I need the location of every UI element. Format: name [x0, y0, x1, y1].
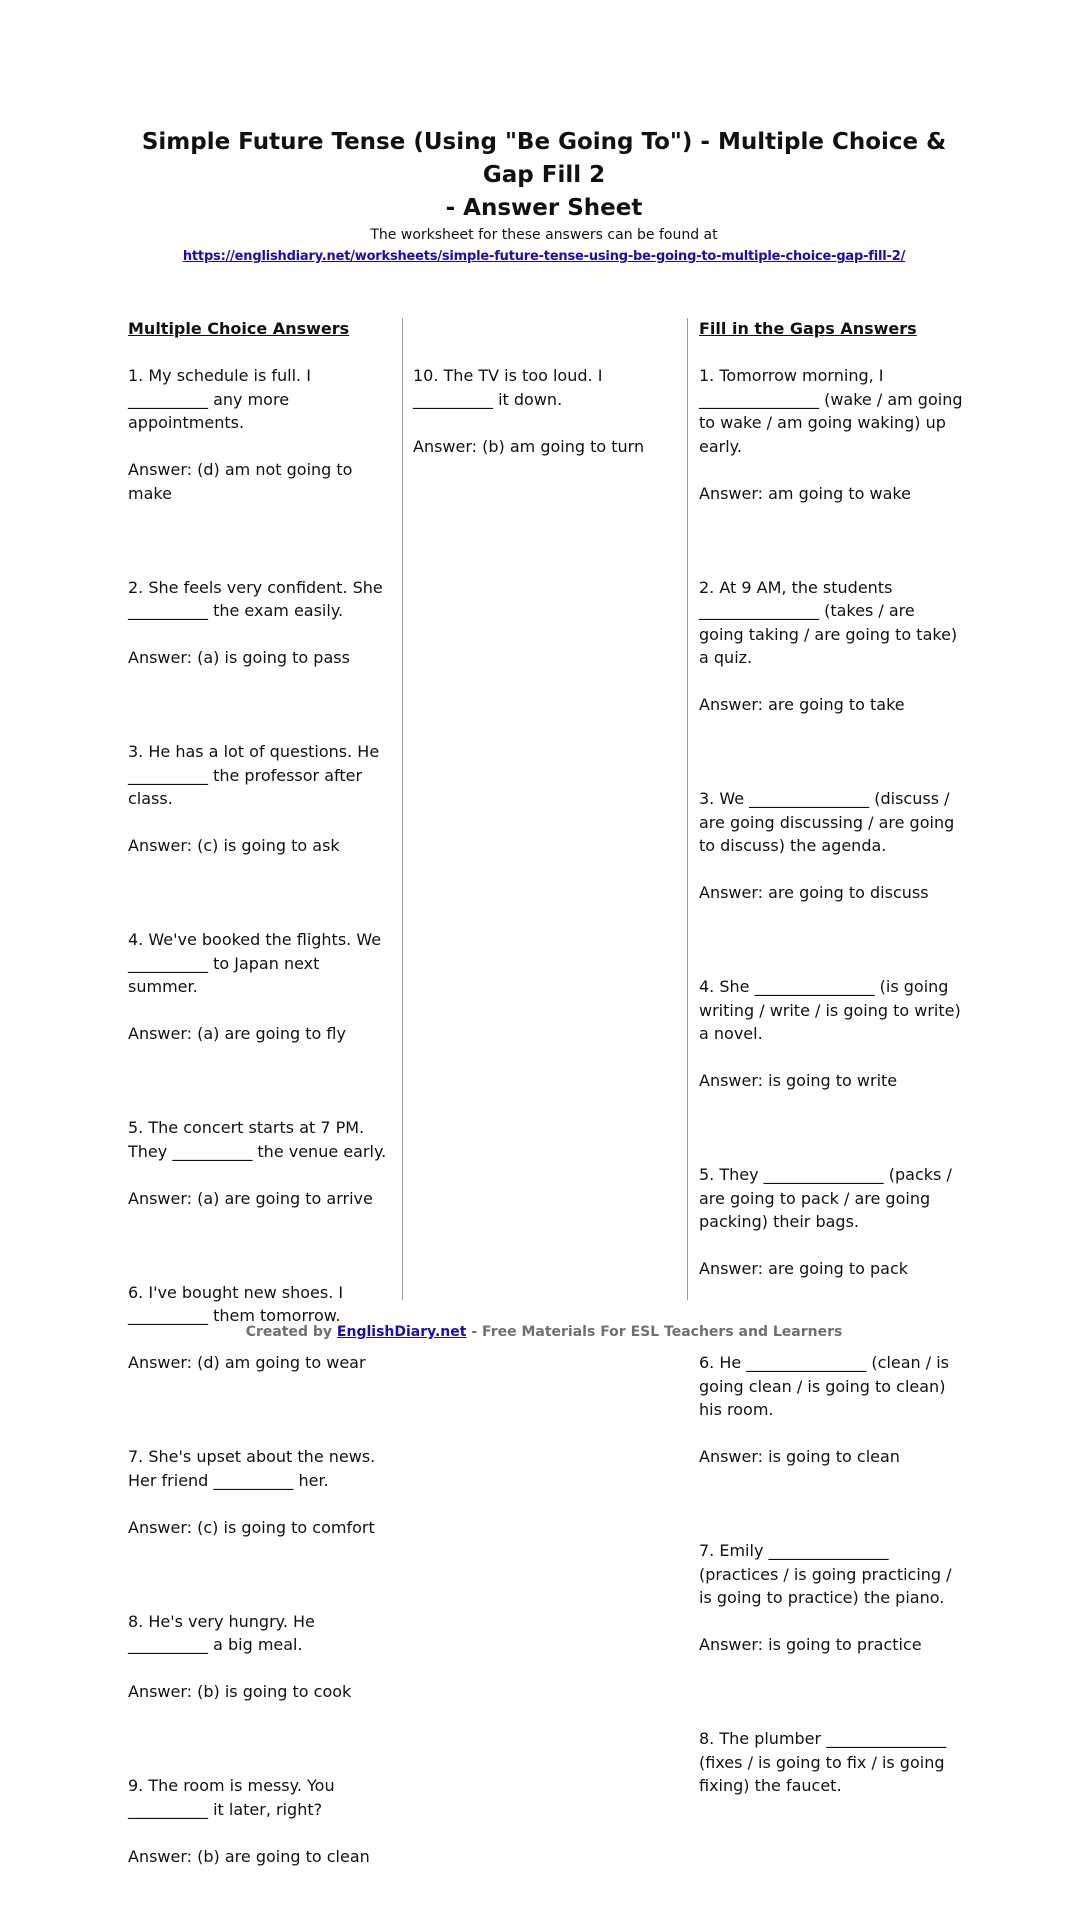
list-item: [128, 341, 390, 529]
list-item: [413, 341, 675, 482]
list-item: [699, 552, 964, 740]
fill-gaps-heading: Fill in the Gaps Answers: [699, 319, 917, 338]
list-item: [128, 717, 390, 882]
answer-text: Answer: (b) am going to turn: [413, 436, 645, 456]
question-text: 2. She feels very confident. She __________ the exam easily.: [128, 577, 383, 620]
question-text: 3. He has a lot of questions. He __________ the professor after class.: [128, 742, 380, 808]
list-item: [699, 764, 964, 929]
question-text: 8. He's very hungry. He __________ a big meal.: [128, 1611, 315, 1654]
worksheet-link[interactable]: https://englishdiary.net/worksheets/simple-future-tense-using-be-going-to-multiple-choice-gap-fill-2/: [182, 249, 906, 264]
answer-text: Answer: (d) am not going to make: [128, 460, 353, 503]
answer-text: Answer: are going to pack: [699, 1259, 909, 1278]
multiple-choice-column-continued: [413, 341, 675, 506]
answer-text: Answer: (a) are going to arrive: [128, 1188, 373, 1208]
footer-prefix: Created by: [245, 1324, 333, 1340]
multiple-choice-column: [128, 317, 390, 1915]
question-text: 5. They _______________ (packs / are going to pack / are going packing) their bags.: [699, 1165, 952, 1231]
list-item: [128, 1751, 390, 1892]
footer-site-link[interactable]: EnglishDiary.net: [336, 1324, 467, 1340]
column-divider-right: [687, 318, 688, 1300]
question-text: 7. She's upset about the news. Her friend __________ her.: [128, 1447, 376, 1490]
multiple-choice-heading: Multiple Choice Answers: [128, 319, 350, 338]
answer-text: Answer: is going to practice: [699, 1635, 922, 1654]
question-text: 3. We _______________ (discuss / are going discussing / are going to discuss) the agenda.: [699, 789, 955, 855]
list-item: [699, 1140, 964, 1305]
answer-text: Answer: (a) is going to pass: [128, 648, 350, 667]
answer-text: Answer: (c) is going to comfort: [128, 1517, 375, 1537]
question-text: 7. Emily _______________ (practices / is going practicing / is going to practice) the piano.: [699, 1541, 952, 1607]
question-text: 4. She _______________ (is going writing / write / is going to write) a novel.: [699, 977, 961, 1043]
answer-text: Answer: am going to wake: [699, 483, 911, 503]
question-text: 4. We've booked the flights. We __________ to Japan next summer.: [128, 930, 382, 996]
list-item: [699, 341, 964, 529]
question-text: 1. My schedule is full. I __________ any more appointments.: [128, 366, 311, 432]
answer-text: Answer: (c) is going to ask: [128, 836, 340, 855]
page-subtitle: - Answer Sheet: [445, 195, 643, 221]
list-item: [699, 1704, 964, 1822]
list-item: [128, 1586, 390, 1727]
answer-text: Answer: (a) are going to fly: [128, 1024, 346, 1043]
answer-text: Answer: (b) are going to clean: [128, 1846, 370, 1866]
answer-text: Answer: is going to write: [699, 1071, 898, 1090]
page-title: Simple Future Tense (Using "Be Going To") - Multiple Choice & Gap Fill 2: [141, 129, 947, 188]
worksheet-note: The worksheet for these answers can be found at: [370, 227, 718, 243]
list-item: [128, 905, 390, 1070]
answer-text: Answer: are going to take: [699, 695, 905, 714]
list-item: [128, 552, 390, 693]
column-divider-left: [402, 318, 403, 1300]
question-text: 5. The concert starts at 7 PM. They __________ the venue early.: [128, 1118, 387, 1161]
question-text: 1. Tomorrow morning, I _______________ (wake / am going to wake / am going waking) up early.: [699, 366, 963, 456]
page-footer: [0, 1322, 1088, 1342]
fill-gaps-column: [699, 317, 964, 1845]
list-item: [699, 952, 964, 1117]
answer-text: Answer: is going to clean: [699, 1447, 900, 1466]
list-item: [699, 1516, 964, 1681]
list-item: [128, 1422, 390, 1563]
answer-text: Answer: (b) is going to cook: [128, 1682, 352, 1701]
question-text: 2. At 9 AM, the students _______________ (takes / are going taking / are going to take) a quiz.: [699, 577, 958, 667]
question-text: 6. I've bought new shoes. I __________ them tomorrow.: [128, 1282, 344, 1325]
question-text: 10. The TV is too loud. I __________ it down.: [413, 366, 603, 409]
list-item: [128, 1093, 390, 1234]
question-text: 9. The room is messy. You __________ it later, right?: [128, 1776, 335, 1819]
list-item: [699, 1328, 964, 1493]
answer-text: Answer: are going to discuss: [699, 883, 929, 902]
question-text: 6. He _______________ (clean / is going clean / is going to clean) his room.: [699, 1353, 950, 1419]
answer-text: Answer: (d) am going to wear: [128, 1353, 366, 1372]
footer-suffix: - Free Materials For ESL Teachers and Learners: [471, 1324, 843, 1340]
question-text: 8. The plumber _______________ (fixes / is going to fix / is going fixing) the faucet.: [699, 1729, 947, 1795]
page-header: [120, 126, 968, 267]
